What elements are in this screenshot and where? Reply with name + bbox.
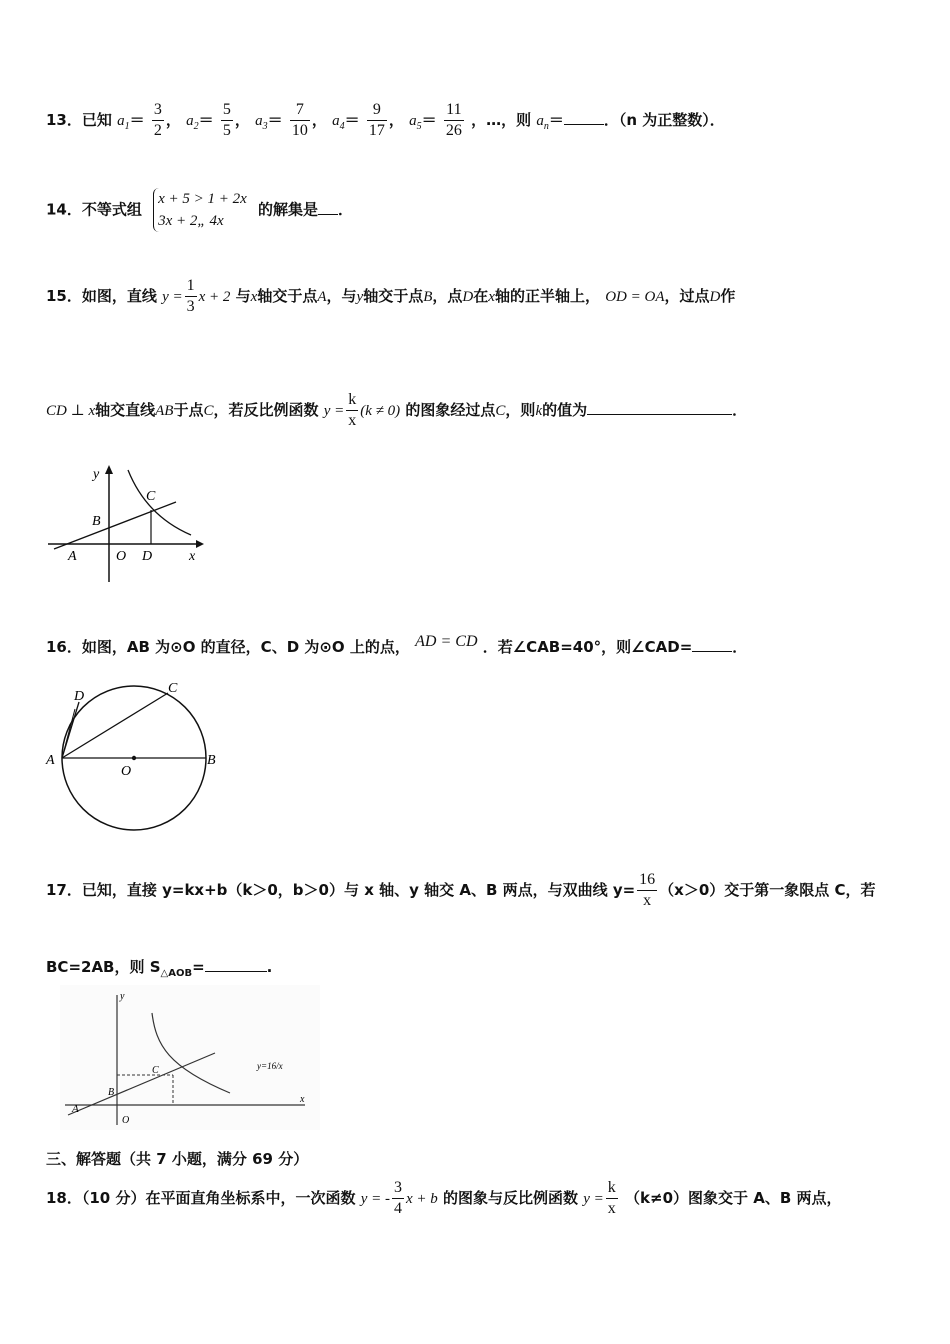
figure-background — [60, 985, 320, 1130]
comma: ， — [311, 111, 327, 129]
text: ，若反比例函数 — [213, 401, 319, 419]
fraction-a5: $\frac{11}{26}$ — [445, 101, 462, 139]
label-x: x — [300, 1094, 305, 1105]
fraction-a4: $\frac{9}{17}$ — [368, 101, 385, 139]
comma: ， — [165, 111, 181, 129]
label-o: O — [121, 764, 132, 779]
q16-tail: ．若∠CAB=40°，则∠CAD= — [482, 638, 693, 656]
text: （k≠0）图象交于 A、B 两点， — [625, 1189, 842, 1207]
period: ． — [338, 200, 354, 219]
label-b: B — [108, 1087, 115, 1098]
line-ab — [54, 502, 176, 549]
a2-symbol: $a_2$ — [186, 113, 199, 132]
od-eq-oa: OD = OA — [605, 289, 665, 305]
label-o: O — [122, 1115, 130, 1126]
point-a: A — [317, 289, 327, 305]
point-d: D — [462, 289, 474, 305]
q17-prefix: 17．已知，直接 y=kx+b（k＞0，b＞0）与 x 轴、y 轴交 A、B 两点，与双曲线 y= — [46, 881, 636, 899]
label-c: C — [168, 681, 178, 696]
q14-tail: 的解集是 — [258, 200, 319, 219]
text: ，则 — [505, 401, 536, 419]
q15-prefix: 15．如图，直线 — [46, 287, 157, 305]
label-b: B — [92, 514, 101, 529]
text: 在 — [473, 287, 489, 305]
q15-figure — [46, 460, 206, 585]
period: . — [266, 958, 273, 976]
a5-symbol: $a_5$ — [409, 113, 422, 132]
y-equals: y = — [323, 403, 345, 419]
text: ，点 — [432, 287, 463, 305]
curve-label: y=16/x — [257, 1061, 283, 1071]
text: 轴交直线 — [95, 401, 156, 419]
equals: ＝ — [267, 111, 283, 129]
fraction-one-third: $\frac{1}{3}$ — [186, 277, 195, 315]
equals: ＝ — [198, 111, 214, 129]
inequality-system — [153, 188, 247, 232]
period: ． — [732, 401, 748, 419]
text: 于点 — [173, 401, 204, 419]
label-d: D — [74, 689, 85, 704]
inequality-1: x + 5 > 1 + 2x — [158, 191, 247, 207]
question-16 — [46, 633, 748, 657]
q13-prefix: 13．已知 — [46, 111, 112, 129]
text: 轴的正半轴上， — [494, 287, 600, 305]
label-d: D — [142, 549, 153, 564]
var-x: x — [250, 289, 258, 305]
label-y: y — [93, 467, 100, 482]
center-dot — [132, 756, 136, 760]
text: 与 — [235, 287, 251, 305]
comma: ， — [388, 111, 404, 129]
label-c: C — [152, 1065, 159, 1076]
cd-perp-x: CD ⊥ x — [46, 403, 96, 419]
q13-tail: ，…，则 — [471, 111, 532, 129]
subscript: △AOB — [160, 968, 193, 979]
question-13 — [46, 100, 725, 141]
fraction-a1: $\frac{3}{2}$ — [153, 101, 162, 139]
equals: ＝ — [548, 111, 564, 129]
question-15 — [46, 276, 735, 317]
section-heading: 三、解答题（共 7 小题，满分 69 分） — [46, 1150, 309, 1168]
fraction-a3: $\frac{7}{10}$ — [291, 101, 308, 139]
a4-symbol: $a_4$ — [332, 113, 345, 132]
line-ab: AB — [155, 403, 174, 419]
point-c: C — [203, 403, 214, 419]
question-18 — [46, 1178, 842, 1219]
point-b: B — [423, 289, 433, 305]
arc-equality: AD = CD — [415, 633, 478, 650]
inequality-2: 3x + 2„ 4x — [158, 213, 224, 229]
text: 轴交于点 — [363, 287, 424, 305]
question-14 — [46, 188, 353, 232]
label-a: A — [68, 549, 77, 564]
answer-blank[interactable] — [692, 637, 732, 652]
equals: ＝ — [129, 111, 145, 129]
q16-prefix: 16．如图，AB 为⊙O 的直径，C、D 为⊙O 上的点， — [46, 638, 410, 656]
var-y: y — [356, 289, 364, 305]
answer-blank[interactable] — [564, 110, 604, 125]
text: 的图象经过点 — [405, 401, 496, 419]
answer-blank[interactable] — [205, 957, 267, 972]
text: 的图象与反比例函数 — [443, 1189, 579, 1207]
q14-prefix: 14．不等式组 — [46, 200, 142, 219]
q13-note: ．（n 为正整数）． — [603, 111, 725, 129]
fraction-a2: $\frac{5}{5}$ — [222, 101, 231, 139]
a3-symbol: $a_3$ — [255, 113, 268, 132]
q16-figure — [44, 678, 224, 836]
a1-symbol: $a_1$ — [117, 113, 130, 132]
y-equals-neg: y = - — [360, 1191, 390, 1207]
text: = — [192, 958, 205, 976]
y-axis-arrow — [105, 465, 113, 474]
label-b: B — [207, 753, 216, 768]
text: ，与 — [326, 287, 357, 305]
question-17 — [46, 870, 876, 911]
period: ． — [732, 638, 748, 656]
point-d: D — [709, 289, 721, 305]
q17-figure — [60, 985, 320, 1130]
x-axis-arrow — [196, 540, 204, 548]
answer-blank[interactable] — [318, 200, 338, 215]
k-condition: (k ≠ 0) — [360, 403, 401, 419]
hyperbola — [128, 470, 191, 535]
q17-tail: （x＞0）交于第一象限点 C，若 — [659, 881, 876, 899]
fraction-k-over-x: $\frac{k}{x}$ — [607, 1179, 616, 1217]
label-y: y — [120, 991, 125, 1002]
x-plus-b: x + b — [406, 1191, 438, 1207]
text: BC=2AB，则 S — [46, 958, 161, 976]
var-k: k — [535, 403, 543, 419]
var-x: x — [488, 289, 495, 305]
label-x: x — [189, 549, 196, 564]
text: 的值为 — [542, 401, 588, 419]
answer-blank[interactable] — [587, 400, 732, 415]
question-17-line-2 — [46, 956, 272, 979]
label-o: O — [116, 549, 127, 564]
text: 作 — [720, 287, 736, 305]
x-plus-2: x + 2 — [198, 289, 231, 305]
equals: ＝ — [421, 111, 437, 129]
label-a: A — [46, 753, 55, 768]
an-symbol: $a_n$ — [536, 113, 549, 132]
y-equals: y = — [583, 1191, 604, 1207]
q18-prefix: 18．（10 分）在平面直角坐标系中，一次函数 — [46, 1189, 356, 1207]
text: ，过点 — [664, 287, 710, 305]
comma: ， — [234, 111, 250, 129]
fraction-16-over-x: $\frac{16}{x}$ — [639, 871, 656, 909]
fraction-three-quarters: $\frac{3}{4}$ — [394, 1179, 402, 1217]
label-a: A — [72, 1103, 79, 1115]
label-c: C — [146, 489, 156, 504]
point-c: C — [495, 403, 506, 419]
question-15-line-2 — [46, 390, 747, 431]
fraction-k-over-x: $\frac{k}{x}$ — [348, 391, 357, 429]
text: 轴交于点 — [257, 287, 318, 305]
equals: ＝ — [344, 111, 360, 129]
y-equals: y = — [162, 289, 183, 305]
